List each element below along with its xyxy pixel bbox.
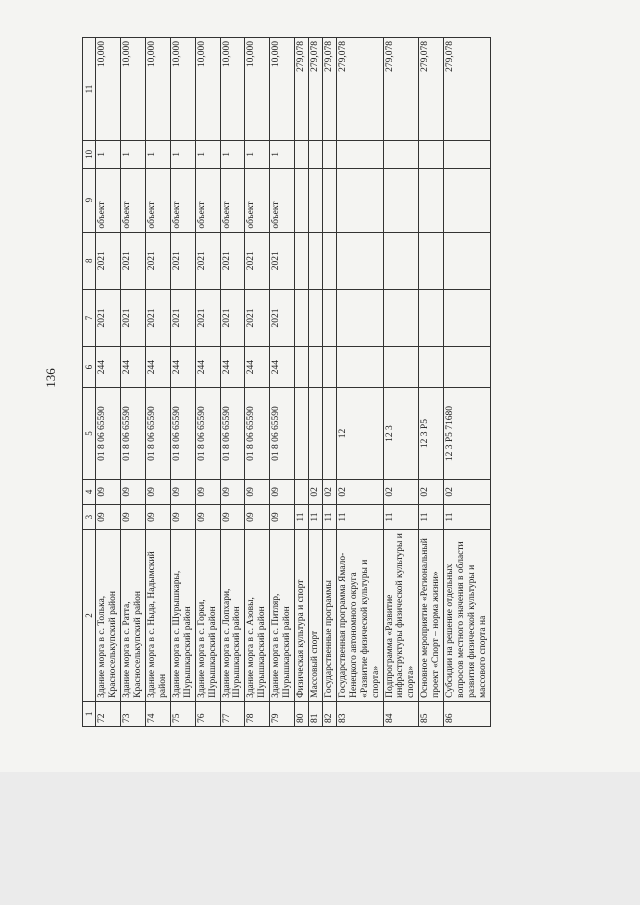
table-cell-c11: 10,000 [195,38,220,141]
table-row [419,38,444,727]
table-cell-c7 [336,289,383,346]
table-cell-n: 78 [245,701,270,726]
table-cell-c9 [309,168,323,232]
header-cell: 8 [83,232,96,289]
table-cell-c10: 1 [121,141,146,168]
table-cell-name: Основное мероприятие «Региональный проект «Спорт – норма жизни» [419,530,444,702]
table-cell-c3: 11 [419,504,444,529]
table-cell-c11: 10,000 [170,38,195,141]
table-cell-c5: 12 3 P5 [419,388,444,480]
table-cell-c5: 01 8 06 65590 [96,388,121,480]
table-cell-c9 [383,168,419,232]
table-cell-c6 [383,347,419,388]
table-cell-c4: 02 [322,479,336,504]
header-cell: 4 [83,479,96,504]
table-cell-c9: объект [121,168,146,232]
page-number: 136 [42,368,58,388]
table-cell-c8 [309,232,323,289]
table-cell-c10: 1 [195,141,220,168]
table-cell-c6 [295,347,309,388]
header-cell: 11 [83,38,96,141]
table-cell-c3: 09 [220,504,245,529]
table-cell-c9: объект [270,168,295,232]
table-cell-c7: 2021 [220,289,245,346]
table-cell-name: Здание морга в с. Лопхари, Шурышкарский район [220,530,245,702]
table-cell-c9 [322,168,336,232]
table-cell-c3: 09 [195,504,220,529]
table-cell-c3: 09 [270,504,295,529]
table-cell-c6 [444,347,491,388]
table-cell-c8 [444,232,491,289]
table-cell-c6: 244 [121,347,146,388]
table-cell-c4: 09 [195,479,220,504]
table-cell-c3: 09 [121,504,146,529]
table-area [82,37,597,727]
table-cell-n: 77 [220,701,245,726]
table-cell-c7: 2021 [270,289,295,346]
table-cell-n: 76 [195,701,220,726]
table-cell-c6 [322,347,336,388]
table-cell-c10: 1 [146,141,171,168]
table-cell-n: 75 [170,701,195,726]
table-cell-c6 [419,347,444,388]
table-cell-c4: 09 [121,479,146,504]
table-cell-c9 [419,168,444,232]
table-cell-n: 86 [444,701,491,726]
table-row [96,38,121,727]
table-cell-n: 72 [96,701,121,726]
table-cell-c7 [309,289,323,346]
header-cell: 7 [83,289,96,346]
table-cell-c8 [322,232,336,289]
table-cell-n: 81 [309,701,323,726]
table-cell-c4: 09 [170,479,195,504]
table-cell-c4: 02 [309,479,323,504]
table-cell-c5: 01 8 06 65590 [195,388,220,480]
table-cell-c8: 2021 [245,232,270,289]
table-cell-c4: 09 [146,479,171,504]
table-cell-c3: 11 [309,504,323,529]
header-cell: 6 [83,347,96,388]
table-cell-n: 79 [270,701,295,726]
table-cell-c9 [336,168,383,232]
table-cell-n: 83 [336,701,383,726]
table-cell-c11: 279,078 [322,38,336,141]
table-cell-c4: 02 [419,479,444,504]
table-row [121,38,146,727]
table-cell-c7: 2021 [146,289,171,346]
table-cell-c4: 09 [245,479,270,504]
table-cell-name: Здание морга в с. Шурышкары, Шурышкарский район [170,530,195,702]
table-cell-c11: 279,078 [444,38,491,141]
table-cell-c6: 244 [170,347,195,388]
table-cell-c9: объект [170,168,195,232]
table-cell-c8: 2021 [195,232,220,289]
table-cell-c8 [295,232,309,289]
table-cell-c7: 2021 [245,289,270,346]
data-table [82,37,491,727]
table-cell-c11: 10,000 [121,38,146,141]
table-cell-c6 [336,347,383,388]
table-cell-c6 [309,347,323,388]
table-cell-c8 [419,232,444,289]
header-cell: 1 [83,701,96,726]
table-cell-n: 82 [322,701,336,726]
table-cell-c11: 279,078 [383,38,419,141]
table-cell-c7 [419,289,444,346]
table-cell-c8: 2021 [121,232,146,289]
table-cell-name: Здание морга в с. Питляр, Шурышкарский район [270,530,295,702]
table-cell-c11: 279,078 [309,38,323,141]
table-cell-n: 74 [146,701,171,726]
table-cell-c5: 01 8 06 65590 [245,388,270,480]
table-cell-c5: 01 8 06 65590 [170,388,195,480]
table-cell-c6: 244 [146,347,171,388]
header-cell: 9 [83,168,96,232]
table-cell-c5: 01 8 06 65590 [270,388,295,480]
table-cell-c3: 09 [146,504,171,529]
table-cell-c3: 09 [170,504,195,529]
table-cell-c3: 09 [245,504,270,529]
table-cell-c8 [336,232,383,289]
table-cell-c10 [383,141,419,168]
table-cell-c9: объект [245,168,270,232]
table-cell-c7: 2021 [96,289,121,346]
table-cell-c3: 09 [96,504,121,529]
header-cell: 2 [83,530,96,702]
table-cell-c7: 2021 [195,289,220,346]
table-cell-c11: 10,000 [146,38,171,141]
header-cell: 10 [83,141,96,168]
table-cell-c10 [295,141,309,168]
table-cell-c4 [295,479,309,504]
table-cell-c6: 244 [96,347,121,388]
table-cell-c10: 1 [96,141,121,168]
table-cell-c5 [322,388,336,480]
table-row [383,38,419,727]
scan-background [0,772,640,905]
table-cell-c3: 11 [383,504,419,529]
table-cell-name: Здание морга в с. Горки, Шурышкарский район [195,530,220,702]
table-cell-c8: 2021 [146,232,171,289]
table-cell-c9 [444,168,491,232]
table-cell-c10: 1 [170,141,195,168]
table-cell-c4: 02 [383,479,419,504]
table-cell-n: 85 [419,701,444,726]
table-cell-c5: 12 [336,388,383,480]
table-header-row [83,38,96,727]
table-cell-c10 [336,141,383,168]
table-row [195,38,220,727]
table-cell-name: Государственные программы [322,530,336,702]
table-cell-c3: 11 [295,504,309,529]
table-cell-c7 [295,289,309,346]
table-cell-c11: 10,000 [220,38,245,141]
table-cell-name: Здание морга в с. Азовы, Шурышкарский район [245,530,270,702]
table-row [295,38,309,727]
table-cell-c3: 11 [322,504,336,529]
table-cell-c8: 2021 [96,232,121,289]
table-cell-c10: 1 [270,141,295,168]
table-cell-c11: 10,000 [245,38,270,141]
table-row [146,38,171,727]
table-cell-c9: объект [146,168,171,232]
table-row [336,38,383,727]
table-cell-c9 [295,168,309,232]
table-cell-c4: 09 [270,479,295,504]
table-cell-c5 [309,388,323,480]
table-cell-c10 [309,141,323,168]
table-cell-c5: 12 3 [383,388,419,480]
table-cell-c6: 244 [195,347,220,388]
table-cell-c5: 01 8 06 65590 [220,388,245,480]
table-cell-c10: 1 [220,141,245,168]
table-cell-c4: 09 [96,479,121,504]
rotated-table-container [82,37,597,727]
table-cell-name: Государственная программа Ямало-Ненецкого автономного округа «Развитие физической культуры и спорта» [336,530,383,702]
table-cell-c9: объект [96,168,121,232]
table-cell-c8 [383,232,419,289]
table-cell-c7 [322,289,336,346]
table-cell-name: Здание морга в с. Толька, Красноселькупский район [96,530,121,702]
table-row [270,38,295,727]
table-row [309,38,323,727]
table-cell-c3: 11 [444,504,491,529]
table-row [245,38,270,727]
table-cell-name: Физическая культура и спорт [295,530,309,702]
table-cell-c4: 02 [444,479,491,504]
table-cell-name: Субсидии на решение отдельных вопросов местного значения в области развития физической культуры и массового спорта на [444,530,491,702]
table-cell-name: Здание морга в с. Ратта, Красноселькупский район [121,530,146,702]
table-cell-c5: 01 8 06 65590 [146,388,171,480]
table-cell-name: Подпрограмма «Развитие инфраструктуры физической культуры и спорта» [383,530,419,702]
table-row [170,38,195,727]
header-cell: 3 [83,504,96,529]
table-cell-c10 [419,141,444,168]
table-cell-name: Здание морга в с. Ныда, Надымский район [146,530,171,702]
table-cell-c6: 244 [220,347,245,388]
table-cell-c7 [444,289,491,346]
table-cell-c3: 11 [336,504,383,529]
table-cell-c6: 244 [270,347,295,388]
table-cell-c5 [295,388,309,480]
table-cell-n: 73 [121,701,146,726]
table-cell-c5: 12 3 P5 71680 [444,388,491,480]
table-cell-c4: 09 [220,479,245,504]
table-cell-c8: 2021 [270,232,295,289]
table-row [444,38,491,727]
table-cell-c7: 2021 [170,289,195,346]
table-cell-c10: 1 [245,141,270,168]
table-cell-c6: 244 [245,347,270,388]
table-cell-c7 [383,289,419,346]
table-cell-c10 [322,141,336,168]
table-cell-n: 84 [383,701,419,726]
table-cell-c11: 10,000 [270,38,295,141]
table-cell-c8: 2021 [220,232,245,289]
table-cell-n: 80 [295,701,309,726]
table-cell-c5: 01 8 06 65590 [121,388,146,480]
table-cell-c9: объект [220,168,245,232]
table-cell-c4: 02 [336,479,383,504]
table-cell-c7: 2021 [121,289,146,346]
table-row [322,38,336,727]
table-cell-c11: 279,078 [419,38,444,141]
table-cell-c8: 2021 [170,232,195,289]
table-cell-c11: 279,078 [295,38,309,141]
table-cell-c10 [444,141,491,168]
table-cell-c9: объект [195,168,220,232]
table-cell-c11: 10,000 [96,38,121,141]
table-row [220,38,245,727]
header-cell: 5 [83,388,96,480]
table-cell-name: Массовый спорт [309,530,323,702]
table-cell-c11: 279,078 [336,38,383,141]
